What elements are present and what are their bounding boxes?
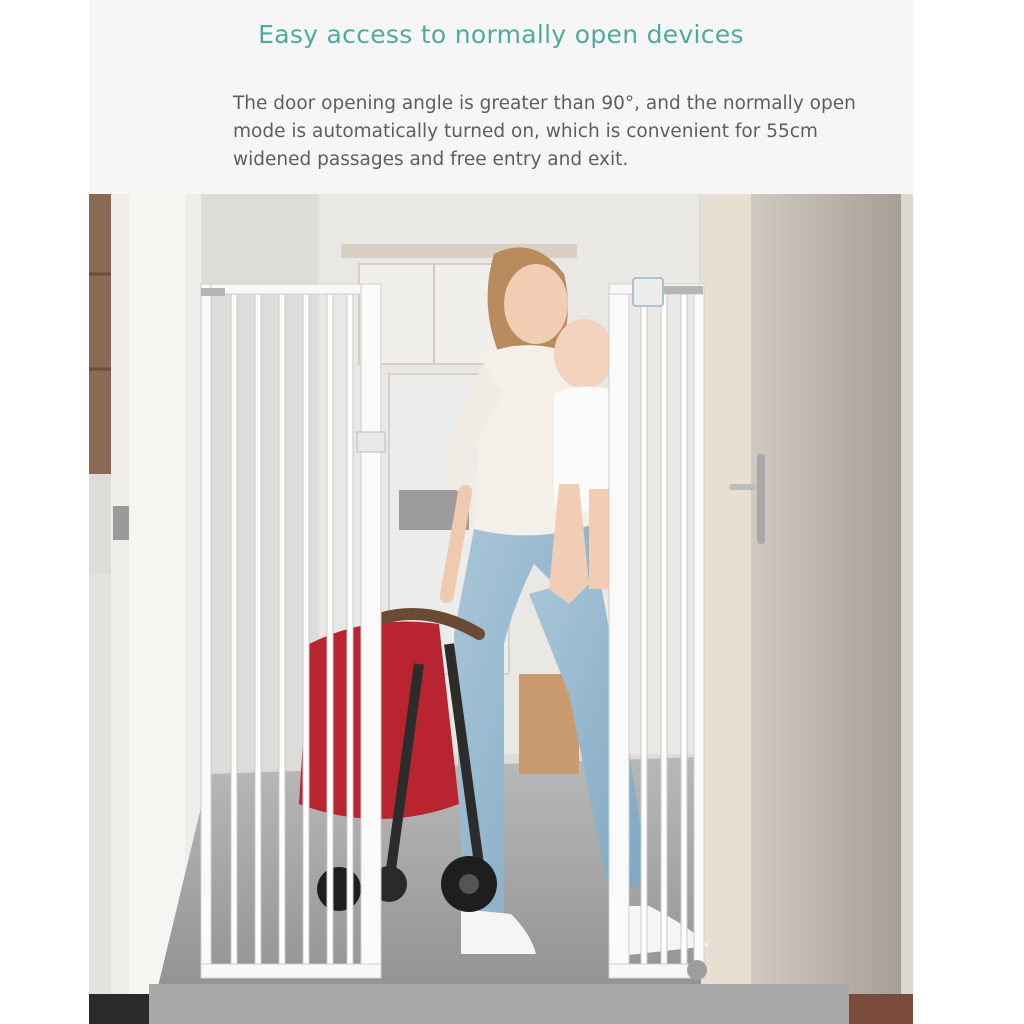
wall-mount-bracket [201,288,225,296]
page-title: Easy access to normally open devices [258,20,744,49]
auto-close-hinge [633,278,663,306]
hinge [113,506,129,540]
product-photo [89,194,913,1024]
right-door-frame [701,194,751,994]
right-door [751,194,901,1024]
product-panel [89,0,913,1024]
gate-latch [357,432,385,452]
floor-mat [149,984,849,1024]
description-text: The door opening angle is greater than 90°, and the normally open mode is automatically turned on, which is convenient for 55cm widened passages and free entry and exit. [233,93,856,170]
header [89,0,913,194]
